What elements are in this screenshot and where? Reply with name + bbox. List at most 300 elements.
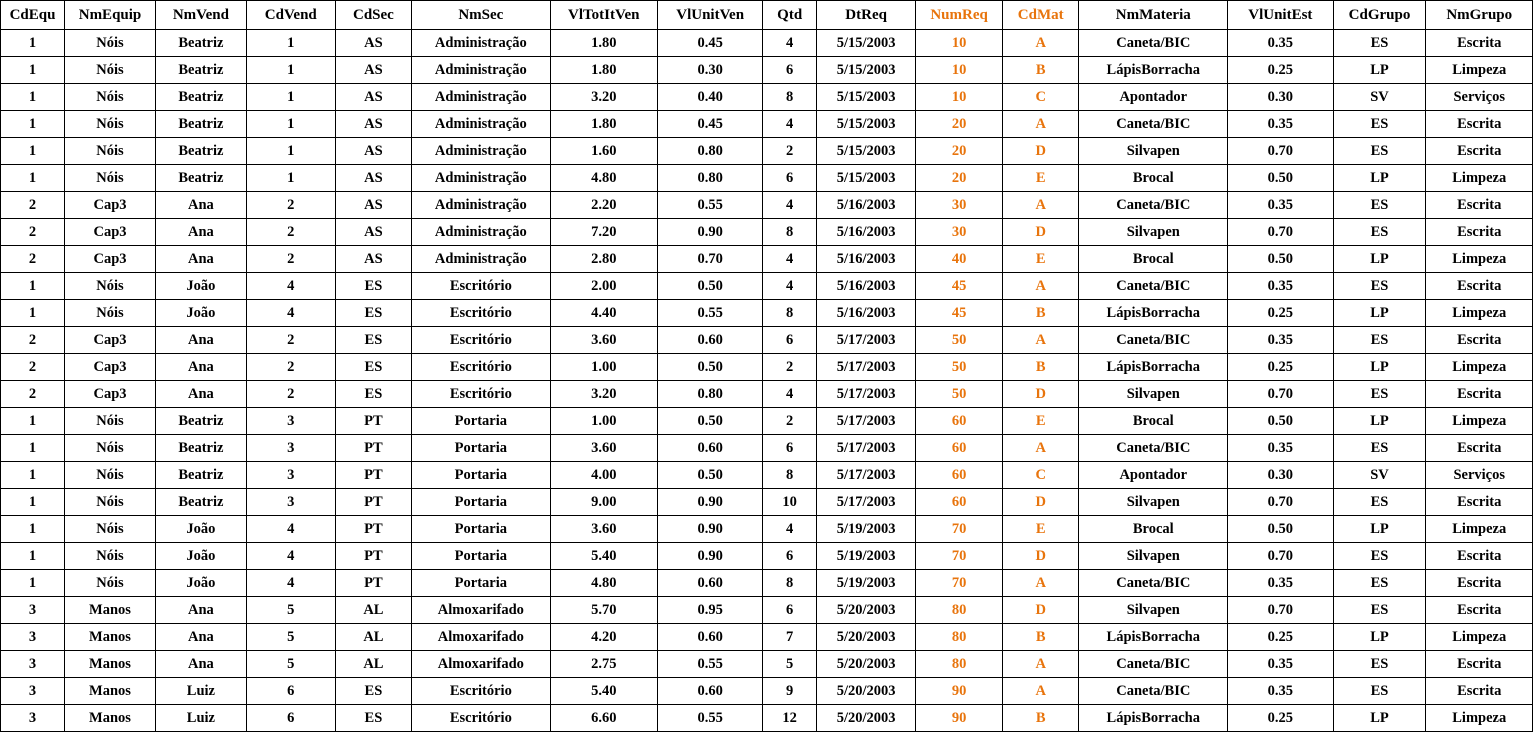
cell-cdequ: 1	[1, 165, 65, 192]
cell-numreq: 10	[916, 57, 1003, 84]
cell-cdmat: E	[1002, 516, 1078, 543]
cell-nmgrupo: Limpeza	[1426, 246, 1533, 273]
cell-vlunitven: 0.60	[657, 570, 762, 597]
cell-vlunitest: 0.35	[1228, 192, 1333, 219]
cell-nmsec: Escritório	[412, 381, 550, 408]
cell-nmgrupo: Escrita	[1426, 543, 1533, 570]
cell-nmgrupo: Limpeza	[1426, 57, 1533, 84]
cell-nmsec: Escritório	[412, 354, 550, 381]
cell-nmvend: Ana	[155, 381, 246, 408]
cell-cdequ: 1	[1, 273, 65, 300]
cell-qtd: 8	[763, 570, 817, 597]
cell-cdvend: 4	[246, 516, 335, 543]
cell-dtreq: 5/17/2003	[817, 354, 916, 381]
cell-nmequip: Nóis	[65, 408, 156, 435]
cell-numreq: 50	[916, 381, 1003, 408]
cell-vltotitven: 3.60	[550, 435, 657, 462]
cell-nmgrupo: Limpeza	[1426, 165, 1533, 192]
cell-dtreq: 5/15/2003	[817, 165, 916, 192]
cell-vlunitven: 0.90	[657, 219, 762, 246]
cell-nmmateria: LápisBorracha	[1079, 300, 1228, 327]
cell-vlunitven: 0.70	[657, 246, 762, 273]
cell-cdequ: 3	[1, 597, 65, 624]
cell-nmsec: Almoxarifado	[412, 651, 550, 678]
cell-vlunitven: 0.30	[657, 57, 762, 84]
cell-cdmat: E	[1002, 165, 1078, 192]
cell-vlunitest: 0.35	[1228, 30, 1333, 57]
cell-cdsec: ES	[335, 273, 411, 300]
cell-cdsec: PT	[335, 408, 411, 435]
cell-numreq: 50	[916, 327, 1003, 354]
cell-cdgrupo: ES	[1333, 273, 1426, 300]
cell-nmgrupo: Escrita	[1426, 327, 1533, 354]
cell-qtd: 2	[763, 408, 817, 435]
cell-qtd: 8	[763, 219, 817, 246]
cell-vlunitven: 0.95	[657, 597, 762, 624]
cell-nmmateria: LápisBorracha	[1079, 624, 1228, 651]
cell-cdvend: 3	[246, 435, 335, 462]
cell-cdequ: 1	[1, 570, 65, 597]
cell-vlunitven: 0.60	[657, 624, 762, 651]
cell-vlunitven: 0.40	[657, 84, 762, 111]
cell-cdsec: AS	[335, 111, 411, 138]
cell-nmvend: Beatriz	[155, 57, 246, 84]
cell-qtd: 4	[763, 30, 817, 57]
cell-cdmat: B	[1002, 57, 1078, 84]
cell-nmgrupo: Escrita	[1426, 273, 1533, 300]
cell-nmsec: Almoxarifado	[412, 624, 550, 651]
cell-nmmateria: Apontador	[1079, 84, 1228, 111]
cell-nmsec: Administração	[412, 219, 550, 246]
cell-cdsec: AS	[335, 30, 411, 57]
cell-cdmat: B	[1002, 705, 1078, 732]
cell-nmsec: Administração	[412, 30, 550, 57]
table-row	[1, 408, 1533, 435]
cell-cdgrupo: SV	[1333, 84, 1426, 111]
cell-nmmateria: Caneta/BIC	[1079, 651, 1228, 678]
cell-numreq: 45	[916, 300, 1003, 327]
column-header-vlunitest: VlUnitEst	[1228, 1, 1333, 30]
cell-cdgrupo: ES	[1333, 219, 1426, 246]
cell-nmmateria: Caneta/BIC	[1079, 192, 1228, 219]
cell-nmequip: Cap3	[65, 246, 156, 273]
cell-cdsec: AS	[335, 57, 411, 84]
cell-numreq: 90	[916, 678, 1003, 705]
cell-dtreq: 5/17/2003	[817, 381, 916, 408]
cell-cdvend: 2	[246, 192, 335, 219]
cell-dtreq: 5/17/2003	[817, 408, 916, 435]
cell-cdsec: AS	[335, 246, 411, 273]
cell-vlunitest: 0.70	[1228, 489, 1333, 516]
cell-nmgrupo: Escrita	[1426, 381, 1533, 408]
cell-nmgrupo: Escrita	[1426, 192, 1533, 219]
cell-cdequ: 1	[1, 462, 65, 489]
cell-qtd: 2	[763, 138, 817, 165]
cell-numreq: 20	[916, 165, 1003, 192]
cell-nmmateria: Silvapen	[1079, 489, 1228, 516]
cell-nmequip: Nóis	[65, 30, 156, 57]
cell-cdvend: 3	[246, 408, 335, 435]
cell-dtreq: 5/19/2003	[817, 570, 916, 597]
cell-vlunitven: 0.55	[657, 192, 762, 219]
cell-nmequip: Nóis	[65, 273, 156, 300]
cell-vlunitven: 0.50	[657, 408, 762, 435]
cell-qtd: 4	[763, 381, 817, 408]
cell-nmsec: Escritório	[412, 678, 550, 705]
cell-numreq: 60	[916, 462, 1003, 489]
cell-cdgrupo: LP	[1333, 246, 1426, 273]
cell-cdsec: PT	[335, 462, 411, 489]
cell-vltotitven: 3.60	[550, 516, 657, 543]
cell-cdgrupo: ES	[1333, 30, 1426, 57]
cell-numreq: 80	[916, 624, 1003, 651]
cell-vlunitven: 0.45	[657, 111, 762, 138]
cell-nmvend: João	[155, 300, 246, 327]
cell-vlunitest: 0.25	[1228, 354, 1333, 381]
cell-vltotitven: 1.00	[550, 354, 657, 381]
cell-cdvend: 4	[246, 300, 335, 327]
cell-cdsec: AS	[335, 138, 411, 165]
cell-numreq: 70	[916, 516, 1003, 543]
table-header-row	[1, 1, 1533, 30]
table-row	[1, 192, 1533, 219]
table-header	[1, 1, 1533, 30]
cell-nmvend: Ana	[155, 354, 246, 381]
cell-nmequip: Cap3	[65, 354, 156, 381]
cell-nmmateria: Caneta/BIC	[1079, 435, 1228, 462]
cell-nmgrupo: Limpeza	[1426, 300, 1533, 327]
cell-nmsec: Portaria	[412, 489, 550, 516]
cell-nmequip: Nóis	[65, 84, 156, 111]
cell-dtreq: 5/17/2003	[817, 435, 916, 462]
cell-qtd: 5	[763, 651, 817, 678]
cell-numreq: 60	[916, 435, 1003, 462]
cell-nmequip: Manos	[65, 705, 156, 732]
cell-nmsec: Escritório	[412, 273, 550, 300]
cell-cdgrupo: ES	[1333, 138, 1426, 165]
cell-dtreq: 5/15/2003	[817, 138, 916, 165]
cell-cdequ: 1	[1, 57, 65, 84]
cell-nmvend: Beatriz	[155, 138, 246, 165]
cell-cdmat: B	[1002, 300, 1078, 327]
cell-qtd: 6	[763, 57, 817, 84]
cell-numreq: 70	[916, 543, 1003, 570]
cell-qtd: 6	[763, 327, 817, 354]
cell-nmvend: Beatriz	[155, 408, 246, 435]
cell-nmequip: Manos	[65, 624, 156, 651]
table-row	[1, 30, 1533, 57]
cell-nmequip: Cap3	[65, 327, 156, 354]
cell-cdequ: 1	[1, 435, 65, 462]
cell-nmvend: Beatriz	[155, 84, 246, 111]
cell-nmgrupo: Serviços	[1426, 462, 1533, 489]
cell-cdgrupo: LP	[1333, 300, 1426, 327]
cell-qtd: 8	[763, 462, 817, 489]
cell-dtreq: 5/16/2003	[817, 273, 916, 300]
cell-nmgrupo: Limpeza	[1426, 516, 1533, 543]
cell-cdgrupo: LP	[1333, 408, 1426, 435]
cell-cdequ: 1	[1, 489, 65, 516]
cell-cdvend: 4	[246, 273, 335, 300]
cell-vlunitest: 0.35	[1228, 435, 1333, 462]
cell-nmsec: Administração	[412, 84, 550, 111]
cell-cdsec: PT	[335, 570, 411, 597]
cell-dtreq: 5/20/2003	[817, 678, 916, 705]
table-row	[1, 273, 1533, 300]
cell-cdsec: ES	[335, 678, 411, 705]
table-row	[1, 111, 1533, 138]
cell-vltotitven: 1.00	[550, 408, 657, 435]
cell-nmsec: Escritório	[412, 705, 550, 732]
cell-cdsec: AL	[335, 651, 411, 678]
table-row	[1, 678, 1533, 705]
cell-cdgrupo: ES	[1333, 678, 1426, 705]
table-row	[1, 138, 1533, 165]
cell-cdsec: PT	[335, 489, 411, 516]
cell-nmmateria: Caneta/BIC	[1079, 273, 1228, 300]
cell-cdsec: ES	[335, 381, 411, 408]
cell-cdsec: AS	[335, 84, 411, 111]
cell-nmvend: Beatriz	[155, 489, 246, 516]
cell-cdgrupo: SV	[1333, 462, 1426, 489]
cell-cdvend: 5	[246, 651, 335, 678]
cell-nmmateria: Caneta/BIC	[1079, 111, 1228, 138]
cell-qtd: 9	[763, 678, 817, 705]
cell-vltotitven: 7.20	[550, 219, 657, 246]
cell-nmequip: Cap3	[65, 192, 156, 219]
cell-cdvend: 1	[246, 84, 335, 111]
cell-vlunitest: 0.25	[1228, 57, 1333, 84]
cell-vlunitest: 0.70	[1228, 381, 1333, 408]
cell-nmmateria: LápisBorracha	[1079, 705, 1228, 732]
cell-nmgrupo: Limpeza	[1426, 624, 1533, 651]
cell-cdvend: 1	[246, 138, 335, 165]
cell-cdgrupo: ES	[1333, 651, 1426, 678]
cell-cdmat: A	[1002, 111, 1078, 138]
cell-cdvend: 2	[246, 246, 335, 273]
cell-nmequip: Nóis	[65, 435, 156, 462]
cell-vlunitest: 0.70	[1228, 138, 1333, 165]
cell-numreq: 20	[916, 138, 1003, 165]
cell-nmvend: Beatriz	[155, 435, 246, 462]
cell-vlunitven: 0.55	[657, 651, 762, 678]
cell-nmequip: Nóis	[65, 111, 156, 138]
column-header-qtd: Qtd	[763, 1, 817, 30]
table-row	[1, 354, 1533, 381]
cell-qtd: 4	[763, 246, 817, 273]
cell-qtd: 2	[763, 354, 817, 381]
column-header-vltotitven: VlTotItVen	[550, 1, 657, 30]
cell-vlunitven: 0.50	[657, 354, 762, 381]
cell-nmequip: Nóis	[65, 165, 156, 192]
cell-cdvend: 2	[246, 327, 335, 354]
cell-nmsec: Portaria	[412, 435, 550, 462]
table-row	[1, 435, 1533, 462]
cell-vlunitest: 0.35	[1228, 570, 1333, 597]
cell-qtd: 10	[763, 489, 817, 516]
cell-vlunitven: 0.90	[657, 516, 762, 543]
cell-cdmat: D	[1002, 489, 1078, 516]
cell-nmgrupo: Escrita	[1426, 111, 1533, 138]
cell-nmvend: Ana	[155, 219, 246, 246]
cell-nmgrupo: Escrita	[1426, 651, 1533, 678]
table-row	[1, 219, 1533, 246]
cell-vlunitven: 0.90	[657, 543, 762, 570]
cell-nmequip: Cap3	[65, 381, 156, 408]
cell-vlunitven: 0.50	[657, 273, 762, 300]
cell-cdvend: 2	[246, 354, 335, 381]
cell-vlunitven: 0.45	[657, 30, 762, 57]
cell-cdvend: 4	[246, 543, 335, 570]
cell-dtreq: 5/20/2003	[817, 651, 916, 678]
cell-cdgrupo: ES	[1333, 192, 1426, 219]
cell-nmmateria: Brocal	[1079, 165, 1228, 192]
cell-vltotitven: 1.80	[550, 57, 657, 84]
cell-cdmat: D	[1002, 543, 1078, 570]
cell-cdequ: 2	[1, 192, 65, 219]
cell-vlunitest: 0.50	[1228, 246, 1333, 273]
cell-vltotitven: 3.20	[550, 381, 657, 408]
cell-nmequip: Nóis	[65, 516, 156, 543]
cell-nmsec: Portaria	[412, 462, 550, 489]
cell-cdsec: PT	[335, 543, 411, 570]
cell-vlunitven: 0.55	[657, 705, 762, 732]
column-header-nmmateria: NmMateria	[1079, 1, 1228, 30]
cell-cdequ: 1	[1, 84, 65, 111]
cell-numreq: 70	[916, 570, 1003, 597]
cell-cdequ: 2	[1, 381, 65, 408]
table-row	[1, 246, 1533, 273]
cell-nmmateria: Brocal	[1079, 408, 1228, 435]
cell-numreq: 30	[916, 192, 1003, 219]
cell-cdmat: A	[1002, 570, 1078, 597]
cell-vlunitest: 0.50	[1228, 408, 1333, 435]
cell-vlunitven: 0.60	[657, 435, 762, 462]
table-row	[1, 705, 1533, 732]
cell-numreq: 60	[916, 408, 1003, 435]
cell-vltotitven: 1.60	[550, 138, 657, 165]
cell-vlunitest: 0.50	[1228, 165, 1333, 192]
cell-nmgrupo: Escrita	[1426, 678, 1533, 705]
cell-dtreq: 5/19/2003	[817, 516, 916, 543]
cell-cdgrupo: LP	[1333, 57, 1426, 84]
cell-vlunitest: 0.25	[1228, 300, 1333, 327]
cell-nmmateria: LápisBorracha	[1079, 57, 1228, 84]
cell-qtd: 4	[763, 516, 817, 543]
cell-nmequip: Nóis	[65, 570, 156, 597]
cell-cdvend: 1	[246, 111, 335, 138]
cell-nmsec: Administração	[412, 192, 550, 219]
cell-nmvend: João	[155, 516, 246, 543]
cell-vltotitven: 3.20	[550, 84, 657, 111]
cell-nmequip: Nóis	[65, 543, 156, 570]
cell-cdgrupo: LP	[1333, 354, 1426, 381]
cell-cdvend: 1	[246, 30, 335, 57]
cell-nmsec: Escritório	[412, 327, 550, 354]
cell-cdmat: A	[1002, 192, 1078, 219]
cell-cdequ: 2	[1, 246, 65, 273]
cell-cdgrupo: ES	[1333, 597, 1426, 624]
cell-nmgrupo: Escrita	[1426, 597, 1533, 624]
cell-dtreq: 5/20/2003	[817, 597, 916, 624]
cell-vlunitest: 0.35	[1228, 273, 1333, 300]
cell-cdequ: 1	[1, 300, 65, 327]
cell-cdsec: ES	[335, 705, 411, 732]
cell-cdmat: D	[1002, 381, 1078, 408]
cell-vlunitest: 0.35	[1228, 111, 1333, 138]
cell-numreq: 90	[916, 705, 1003, 732]
cell-nmgrupo: Limpeza	[1426, 705, 1533, 732]
cell-dtreq: 5/20/2003	[817, 705, 916, 732]
cell-nmequip: Manos	[65, 597, 156, 624]
cell-nmequip: Nóis	[65, 489, 156, 516]
table-row	[1, 165, 1533, 192]
cell-cdmat: E	[1002, 408, 1078, 435]
cell-nmequip: Nóis	[65, 462, 156, 489]
cell-cdmat: A	[1002, 678, 1078, 705]
cell-nmsec: Almoxarifado	[412, 597, 550, 624]
column-header-cdsec: CdSec	[335, 1, 411, 30]
cell-cdequ: 3	[1, 651, 65, 678]
cell-cdsec: PT	[335, 516, 411, 543]
cell-dtreq: 5/15/2003	[817, 84, 916, 111]
cell-nmvend: Ana	[155, 192, 246, 219]
cell-nmmateria: LápisBorracha	[1079, 354, 1228, 381]
cell-cdsec: AS	[335, 219, 411, 246]
cell-nmvend: Beatriz	[155, 30, 246, 57]
cell-numreq: 50	[916, 354, 1003, 381]
cell-dtreq: 5/17/2003	[817, 327, 916, 354]
cell-nmgrupo: Escrita	[1426, 570, 1533, 597]
cell-vlunitest: 0.50	[1228, 516, 1333, 543]
cell-vltotitven: 3.60	[550, 327, 657, 354]
cell-nmmateria: Apontador	[1079, 462, 1228, 489]
column-header-cdvend: CdVend	[246, 1, 335, 30]
cell-cdvend: 5	[246, 597, 335, 624]
cell-nmvend: Ana	[155, 246, 246, 273]
cell-cdgrupo: ES	[1333, 435, 1426, 462]
cell-cdsec: ES	[335, 354, 411, 381]
cell-nmgrupo: Serviços	[1426, 84, 1533, 111]
cell-vltotitven: 5.70	[550, 597, 657, 624]
cell-nmgrupo: Escrita	[1426, 435, 1533, 462]
cell-nmvend: João	[155, 570, 246, 597]
cell-cdsec: AS	[335, 192, 411, 219]
cell-numreq: 45	[916, 273, 1003, 300]
cell-nmmateria: Caneta/BIC	[1079, 30, 1228, 57]
column-header-vlunitven: VlUnitVen	[657, 1, 762, 30]
cell-qtd: 6	[763, 435, 817, 462]
cell-cdequ: 3	[1, 678, 65, 705]
cell-cdgrupo: ES	[1333, 543, 1426, 570]
cell-vlunitest: 0.35	[1228, 327, 1333, 354]
cell-vltotitven: 1.80	[550, 30, 657, 57]
cell-vltotitven: 5.40	[550, 543, 657, 570]
cell-vltotitven: 2.00	[550, 273, 657, 300]
cell-numreq: 10	[916, 30, 1003, 57]
cell-cdgrupo: ES	[1333, 570, 1426, 597]
cell-vltotitven: 4.80	[550, 570, 657, 597]
cell-cdvend: 3	[246, 489, 335, 516]
cell-cdvend: 6	[246, 705, 335, 732]
cell-cdequ: 1	[1, 408, 65, 435]
cell-vltotitven: 9.00	[550, 489, 657, 516]
cell-nmmateria: Silvapen	[1079, 219, 1228, 246]
cell-cdmat: E	[1002, 246, 1078, 273]
cell-cdequ: 1	[1, 138, 65, 165]
cell-dtreq: 5/16/2003	[817, 192, 916, 219]
column-header-cdequ: CdEqu	[1, 1, 65, 30]
